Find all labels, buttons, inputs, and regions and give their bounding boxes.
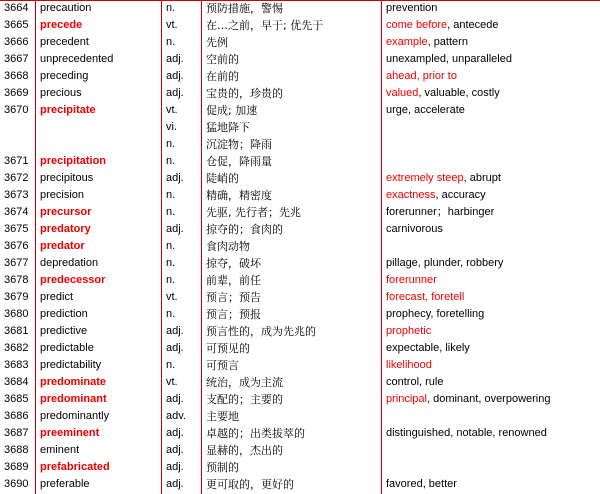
entry-number: 3680 — [0, 307, 36, 324]
entry-part-of-speech: adj. — [162, 460, 202, 477]
entry-part-of-speech: n. — [162, 137, 202, 154]
entry-number: 3672 — [0, 171, 36, 188]
entry-definition: 仓促，降雨量 — [202, 154, 382, 171]
entry-synonyms — [382, 307, 600, 324]
entry-definition: 可预见的 — [202, 341, 382, 358]
entry-synonym-primary: ahead, prior to — [386, 70, 457, 82]
entry-definition: 宝贵的，珍贵的 — [202, 86, 382, 103]
entry-synonym-primary: valued — [386, 87, 418, 99]
entry-synonym-primary: forerunner — [386, 274, 437, 286]
entry-number: 3675 — [0, 222, 36, 239]
table-row — [0, 324, 600, 341]
entry-part-of-speech: n. — [162, 239, 202, 256]
table-row — [0, 120, 600, 137]
table-row — [0, 409, 600, 426]
table-row — [0, 443, 600, 460]
entry-synonym-rest: favored, better — [386, 478, 457, 490]
entry-part-of-speech: n. — [162, 35, 202, 52]
entry-number: 3679 — [0, 290, 36, 307]
entry-part-of-speech: n. — [162, 273, 202, 290]
entry-definition: 沉淀物；降雨 — [202, 137, 382, 154]
entry-definition: 预言；预告 — [202, 290, 382, 307]
entry-synonym-rest: , pattern — [428, 36, 468, 48]
entry-word — [36, 18, 162, 35]
entry-synonyms — [382, 188, 600, 205]
entry-word — [36, 392, 162, 409]
entry-synonyms — [382, 171, 600, 188]
entry-definition: 预言；预报 — [202, 307, 382, 324]
entry-part-of-speech: adj. — [162, 86, 202, 103]
entry-part-of-speech: adj. — [162, 171, 202, 188]
entry-word-text: unprecedented — [40, 53, 113, 65]
entry-synonyms — [382, 205, 600, 222]
entry-number: 3687 — [0, 426, 36, 443]
entry-number: 3671 — [0, 154, 36, 171]
entry-synonym-rest: prevention — [386, 2, 437, 14]
entry-definition: 卓越的；出类拔萃的 — [202, 426, 382, 443]
entry-part-of-speech: vt. — [162, 375, 202, 392]
entry-synonym-rest: control, rule — [386, 376, 443, 388]
table-row — [0, 273, 600, 290]
entry-synonym-rest: unexampled, unparalleled — [386, 53, 512, 65]
table-row — [0, 239, 600, 256]
entry-definition: 掠夺，破坏 — [202, 256, 382, 273]
entry-synonym-rest: distinguished, notable, renowned — [386, 427, 547, 439]
entry-definition: 空前的 — [202, 52, 382, 69]
table-row — [0, 205, 600, 222]
entry-word-text: preceding — [40, 70, 88, 82]
entry-part-of-speech: n. — [162, 154, 202, 171]
entry-synonym-rest: urge, accelerate — [386, 104, 465, 116]
entry-synonym-primary: come before — [386, 19, 447, 31]
entry-word-text: precursor — [40, 206, 91, 218]
entry-number: 3684 — [0, 375, 36, 392]
entry-synonyms — [382, 103, 600, 120]
entry-synonyms — [382, 256, 600, 273]
entry-word-text: prediction — [40, 308, 88, 320]
entry-word — [36, 477, 162, 494]
entry-definition: 精确，精密度 — [202, 188, 382, 205]
table-row — [0, 426, 600, 443]
entry-synonym-rest: , abrupt — [464, 172, 501, 184]
entry-synonyms — [382, 239, 600, 256]
entry-definition: 在…之前，早于; 优先于 — [202, 18, 382, 35]
entry-synonym-rest: , antecede — [447, 19, 498, 31]
entry-synonyms — [382, 222, 600, 239]
entry-word-text: precaution — [40, 2, 91, 14]
entry-part-of-speech: adj. — [162, 69, 202, 86]
entry-word-text: predict — [40, 291, 73, 303]
entry-definition: 预言性的，成为先兆的 — [202, 324, 382, 341]
entry-word-text: predator — [40, 240, 85, 252]
entry-synonyms — [382, 477, 600, 494]
entry-synonyms — [382, 154, 600, 171]
entry-part-of-speech: vt. — [162, 18, 202, 35]
entry-synonym-primary: extremely steep — [386, 172, 464, 184]
entry-word — [36, 290, 162, 307]
entry-part-of-speech: adj. — [162, 392, 202, 409]
entry-number: 3677 — [0, 256, 36, 273]
entry-word-text: precipitate — [40, 104, 96, 116]
entry-definition: 促成; 加速 — [202, 103, 382, 120]
table-row — [0, 171, 600, 188]
entry-synonym-rest: carnivorous — [386, 223, 443, 235]
table-row — [0, 35, 600, 52]
entry-number: 3685 — [0, 392, 36, 409]
entry-definition: 更可取的，更好的 — [202, 477, 382, 494]
entry-synonym-rest: forerunner；harbinger — [386, 206, 494, 218]
entry-word-text: precious — [40, 87, 82, 99]
entry-part-of-speech: n. — [162, 358, 202, 375]
entry-synonym-primary: forecast, foretell — [386, 291, 464, 303]
entry-number: 3665 — [0, 18, 36, 35]
entry-word — [36, 273, 162, 290]
entry-word-text: precision — [40, 189, 84, 201]
entry-synonyms — [382, 443, 600, 460]
entry-part-of-speech: n. — [162, 307, 202, 324]
entry-word — [36, 120, 162, 137]
entry-synonyms — [382, 273, 600, 290]
table-row — [0, 188, 600, 205]
entry-synonyms — [382, 137, 600, 154]
vocabulary-table-body — [0, 1, 600, 494]
entry-word — [36, 188, 162, 205]
entry-word — [36, 375, 162, 392]
entry-part-of-speech: vi. — [162, 120, 202, 137]
entry-number: 3678 — [0, 273, 36, 290]
entry-number: 3686 — [0, 409, 36, 426]
entry-word — [36, 35, 162, 52]
entry-definition: 陡峭的 — [202, 171, 382, 188]
entry-synonyms — [382, 18, 600, 35]
entry-word — [36, 154, 162, 171]
entry-definition: 预制的 — [202, 460, 382, 477]
table-row — [0, 375, 600, 392]
table-row — [0, 358, 600, 375]
table-row — [0, 341, 600, 358]
table-row — [0, 137, 600, 154]
entry-definition: 猛地降下 — [202, 120, 382, 137]
entry-number: 3676 — [0, 239, 36, 256]
entry-number: 3690 — [0, 477, 36, 494]
entry-number: 3668 — [0, 69, 36, 86]
entry-synonyms — [382, 52, 600, 69]
entry-word-text: predatory — [40, 223, 91, 235]
entry-word-text: predictive — [40, 325, 87, 337]
entry-synonyms — [382, 426, 600, 443]
entry-word — [36, 426, 162, 443]
entry-part-of-speech: vt. — [162, 290, 202, 307]
entry-word — [36, 409, 162, 426]
entry-synonym-primary: likelihood — [386, 359, 432, 371]
entry-word-text: predictable — [40, 342, 94, 354]
entry-synonym-primary: example — [386, 36, 428, 48]
entry-word — [36, 324, 162, 341]
table-row — [0, 477, 600, 494]
entry-number: 3670 — [0, 103, 36, 120]
entry-definition: 统治，成为主流 — [202, 375, 382, 392]
entry-word — [36, 103, 162, 120]
entry-part-of-speech: adj. — [162, 443, 202, 460]
entry-word-text: precedent — [40, 36, 89, 48]
entry-synonyms — [382, 35, 600, 52]
entry-part-of-speech: adj. — [162, 477, 202, 494]
entry-definition: 在前的 — [202, 69, 382, 86]
entry-word — [36, 205, 162, 222]
entry-synonyms — [382, 392, 600, 409]
entry-word — [36, 222, 162, 239]
entry-definition: 预防措施，警惕 — [202, 1, 382, 18]
entry-word — [36, 256, 162, 273]
entry-word-text: predictability — [40, 359, 101, 371]
table-row — [0, 103, 600, 120]
vocabulary-table — [0, 1, 600, 494]
table-row — [0, 256, 600, 273]
table-row — [0, 52, 600, 69]
entry-synonym-rest: , dominant, overpowering — [427, 393, 551, 405]
entry-word — [36, 171, 162, 188]
entry-word-text: predominantly — [40, 410, 109, 422]
entry-synonyms — [382, 86, 600, 103]
entry-synonyms — [382, 358, 600, 375]
entry-word — [36, 358, 162, 375]
entry-number: 3673 — [0, 188, 36, 205]
entry-word — [36, 239, 162, 256]
entry-number: 3666 — [0, 35, 36, 52]
entry-word — [36, 69, 162, 86]
entry-word-text: preferable — [40, 478, 90, 490]
entry-number: 3667 — [0, 52, 36, 69]
entry-part-of-speech: adj. — [162, 324, 202, 341]
entry-synonym-rest: expectable, likely — [386, 342, 470, 354]
entry-definition: 前辈，前任 — [202, 273, 382, 290]
table-row — [0, 222, 600, 239]
entry-word-text: predecessor — [40, 274, 105, 286]
entry-word — [36, 1, 162, 18]
entry-synonyms — [382, 409, 600, 426]
entry-word-text: precipitation — [40, 155, 106, 167]
table-row — [0, 290, 600, 307]
entry-part-of-speech: n. — [162, 256, 202, 273]
entry-word — [36, 86, 162, 103]
entry-synonyms — [382, 69, 600, 86]
entry-part-of-speech: n. — [162, 188, 202, 205]
entry-synonym-primary: prophetic — [386, 325, 431, 337]
entry-word-text: predominant — [40, 393, 107, 405]
entry-number: 3664 — [0, 1, 36, 18]
entry-number — [0, 137, 36, 154]
entry-definition: 支配的；主要的 — [202, 392, 382, 409]
entry-part-of-speech: adj. — [162, 222, 202, 239]
entry-number: 3681 — [0, 324, 36, 341]
entry-word — [36, 52, 162, 69]
entry-word — [36, 341, 162, 358]
entry-definition: 食肉动物 — [202, 239, 382, 256]
entry-synonyms — [382, 341, 600, 358]
entry-synonym-primary: principal — [386, 393, 427, 405]
entry-synonym-rest: , valuable, costly — [418, 87, 499, 99]
entry-word-text: predominate — [40, 376, 106, 388]
table-row — [0, 392, 600, 409]
entry-synonyms — [382, 324, 600, 341]
entry-number: 3688 — [0, 443, 36, 460]
entry-number: 3682 — [0, 341, 36, 358]
entry-synonyms — [382, 290, 600, 307]
entry-definition: 显赫的，杰出的 — [202, 443, 382, 460]
table-row — [0, 1, 600, 18]
entry-word — [36, 307, 162, 324]
entry-synonym-rest: pillage, plunder, robbery — [386, 257, 503, 269]
entry-word-text: precede — [40, 19, 82, 31]
entry-number: 3674 — [0, 205, 36, 222]
entry-definition: 主要地 — [202, 409, 382, 426]
entry-part-of-speech: adj. — [162, 426, 202, 443]
entry-word-text: prefabricated — [40, 461, 110, 473]
entry-number: 3689 — [0, 460, 36, 477]
entry-word-text: eminent — [40, 444, 79, 456]
table-row — [0, 18, 600, 35]
entry-definition: 可预言 — [202, 358, 382, 375]
entry-part-of-speech: vt. — [162, 103, 202, 120]
entry-number: 3669 — [0, 86, 36, 103]
entry-word — [36, 443, 162, 460]
entry-word-text: precipitous — [40, 172, 93, 184]
entry-part-of-speech: adj. — [162, 52, 202, 69]
entry-number: 3683 — [0, 358, 36, 375]
table-row — [0, 69, 600, 86]
entry-synonym-rest: prophecy, foretelling — [386, 308, 484, 320]
table-row — [0, 154, 600, 171]
entry-synonym-rest: , accuracy — [436, 189, 486, 201]
entry-part-of-speech: adv. — [162, 409, 202, 426]
entry-definition: 先驱, 先行者；先兆 — [202, 205, 382, 222]
entry-part-of-speech: n. — [162, 205, 202, 222]
table-row — [0, 86, 600, 103]
entry-synonym-primary: exactness — [386, 189, 436, 201]
entry-part-of-speech: n. — [162, 1, 202, 18]
entry-definition: 先例 — [202, 35, 382, 52]
entry-word-text: depredation — [40, 257, 98, 269]
entry-number — [0, 120, 36, 137]
entry-word — [36, 137, 162, 154]
entry-word-text: preeminent — [40, 427, 99, 439]
entry-synonyms — [382, 375, 600, 392]
entry-synonyms — [382, 120, 600, 137]
entry-synonyms — [382, 1, 600, 18]
entry-definition: 掠夺的；食肉的 — [202, 222, 382, 239]
entry-part-of-speech: adj. — [162, 341, 202, 358]
table-row — [0, 307, 600, 324]
